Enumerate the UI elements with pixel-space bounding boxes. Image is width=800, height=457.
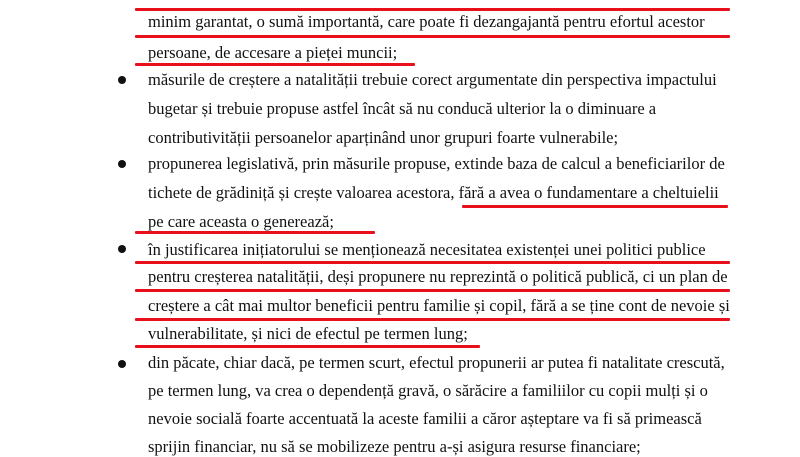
bullet-2-line-1: propunerea legislativă, prin măsurile propuse, extinde baza de calcul a beneficiarilor de: [148, 154, 725, 173]
bullet-3-line-3: creștere a cât mai multor beneficii pentru familie și copil, fără a se ține cont de nevoie și: [148, 296, 730, 315]
bullet-3-line-4: vulnerabilitate, și nici de efectul pe termen lung;: [148, 324, 468, 343]
highlight-underline: [462, 205, 728, 208]
highlight-underline: [135, 289, 730, 292]
bullet-marker: [118, 245, 126, 253]
highlight-underline: [135, 318, 730, 321]
bullet-4-line-2: pe termen lung, va crea o dependență gravă, o sărăcire a familiilor cu copii mulți și o: [148, 381, 708, 400]
bullet-1-line-1: măsurile de creștere a natalității trebuie corect argumentate din perspectiva impactului: [148, 70, 717, 89]
bullet-1-line-3: contributivității persoanelor aparținând unor grupuri foarte vulnerabile;: [148, 128, 619, 147]
highlight-underline: [135, 345, 480, 348]
bullet-3-line-1: în justificarea inițiatorului se menționează necesitatea existenței unei politici publice: [148, 240, 706, 259]
bullet-3-line-2: pentru creșterea natalității, deși propunere nu reprezintă o politică publică, ci un plan de: [148, 267, 728, 286]
bullet-marker: [118, 360, 126, 368]
bullet-marker: [118, 160, 126, 168]
highlight-underline: [135, 231, 375, 234]
bullet-4-line-4: sprijin financiar, nu să se mobilizeze pentru a-și asigura resurse financiare;: [148, 437, 641, 456]
bullet-1-line-2: bugetar și trebuie propuse astfel încât să nu conducă ulterior la o diminuare a: [148, 99, 657, 118]
bullet-marker: [118, 76, 126, 84]
intro-line-2: persoane, de accesare a pieței muncii;: [148, 43, 398, 62]
bullet-2-line-3: pe care aceasta o generează;: [148, 212, 334, 231]
bullet-4-line-3: nevoie socială foarte accentuată la aceste familii a căror așteptare va fi să primească: [148, 409, 702, 428]
bullet-2-line-2: tichete de grădiniță și crește valoarea acestora, fără a avea o fundamentare a cheltuielii: [148, 183, 719, 202]
bullet-4-line-1: din păcate, chiar dacă, pe termen scurt, efectul propunerii ar putea fi natalitate crescută,: [148, 353, 725, 372]
intro-line-1: minim garantat, o sumă importantă, care poate fi dezangajantă pentru efortul acestor: [148, 12, 705, 31]
highlight-underline: [135, 261, 730, 264]
highlight-underline: [135, 63, 415, 66]
highlight-underline: [135, 8, 730, 11]
highlight-underline: [135, 35, 730, 38]
